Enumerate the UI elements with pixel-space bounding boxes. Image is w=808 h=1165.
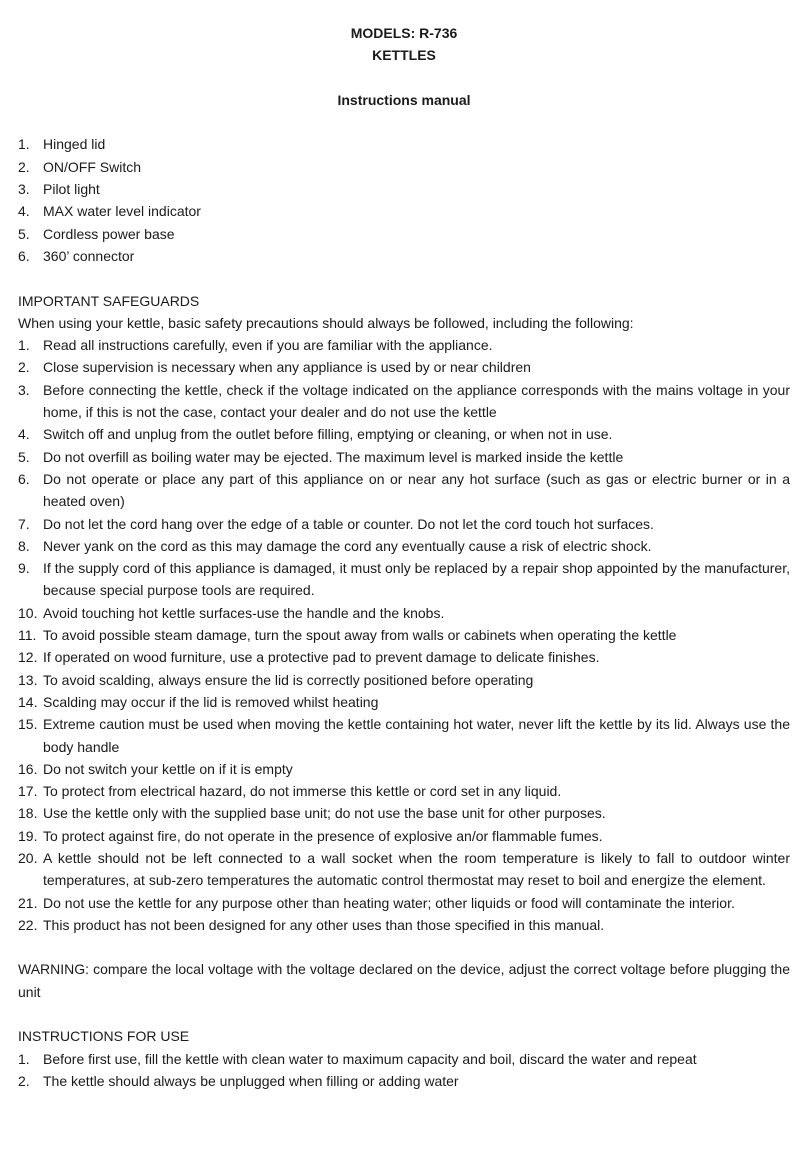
list-item-text: Do not overfill as boiling water may be ejected. The maximum level is marked inside the kettle [43,448,624,465]
list-item-text: Scalding may occur if the lid is removed whilst heating [43,693,379,710]
list-item [18,780,790,802]
list-item [18,356,790,378]
list-item [18,802,790,824]
instructions-list [18,1048,790,1093]
list-item-text: A kettle should not be left connected to a wall socket when the room temperature is likely to fall to outdoor winter temperatures, at sub-zero temperatures the automatic control thermostat may reset to boil and energize the element. [43,849,790,889]
list-item-text: Do not operate or place any part of this appliance on or near any hot surface (such as gas or electric burner or in a heated oven) [43,470,790,510]
list-item [18,379,790,424]
list-item-text: Avoid touching hot kettle surfaces-use the handle and the knobs. [43,604,445,621]
list-item-number: 20. [18,849,38,866]
list-item-text: Hinged lid [43,136,106,153]
list-item-text: 360’ connector [43,247,135,264]
list-item [18,602,790,624]
list-item-text: Extreme caution must be used when moving the kettle containing hot water, never lift the kettle by its lid. Always use the body handle [43,716,790,755]
list-item-number: 5. [18,225,30,242]
list-item-number: 2. [18,158,30,175]
list-item-text: Pilot light [43,181,100,198]
list-item [18,892,790,914]
list-item-text: This product has not been designed for any other uses than those specified in this manual. [43,916,605,933]
list-item [18,245,790,267]
list-item-number: 4. [18,426,30,443]
safeguards-heading: IMPORTANT SAFEGUARDS [18,292,200,309]
warning-text: WARNING: compare the local voltage with the voltage declared on the device, adjust the correct voltage before plugging the unit [18,961,790,1000]
list-item [18,914,790,936]
product-title: KETTLES [372,47,436,64]
list-item-text: MAX water level indicator [43,203,201,220]
list-item-number: 7. [18,515,30,532]
list-item-number: 9. [18,560,30,577]
instructions-heading: INSTRUCTIONS FOR USE [18,1028,190,1045]
list-item-number: 8. [18,537,30,554]
list-item-number: 2. [18,359,30,376]
list-item-text: Before connecting the kettle, check if the voltage indicated on the appliance corresponds with the mains voltage in your home, if this is not the case, contact your dealer and do not use the kettle [43,381,790,421]
list-item-number: 3. [18,181,30,198]
list-item [18,713,790,758]
list-item-number: 4. [18,203,30,220]
safeguards-list [18,334,790,936]
list-item-number: 5. [18,448,30,465]
list-item [18,513,790,535]
list-item-text: Switch off and unplug from the outlet before filling, emptying or cleaning, or when not in use. [43,426,613,443]
list-item-text: Close supervision is necessary when any appliance is used by or near children [43,359,531,376]
list-item-text: To protect against fire, do not operate in the presence of explosive an/or flammable fumes. [43,827,603,844]
list-item [18,423,790,445]
list-item [18,1070,790,1092]
list-item-number: 1. [18,337,30,354]
list-item-number: 12. [18,649,38,666]
model-title: MODELS: R-736 [350,25,458,41]
list-item [18,1048,790,1070]
list-item-text: Read all instructions carefully, even if you are familiar with the appliance. [43,337,493,354]
list-item-text: To avoid possible steam damage, turn the spout away from walls or cabinets when operating the kettle [43,627,677,644]
list-item [18,691,790,713]
list-item-text: Do not switch your kettle on if it is empty [43,760,293,777]
list-item [18,468,790,513]
list-item-number: 21. [18,894,38,911]
list-item-number: 13. [18,671,38,688]
list-item-text: Do not use the kettle for any purpose other than heating water; other liquids or food will contaminate the interior. [43,894,735,911]
list-item-number: 2. [18,1072,30,1089]
list-item [18,200,790,222]
list-item-text: Use the kettle only with the supplied base unit; do not use the base unit for other purposes. [43,805,606,822]
list-item-number: 15. [18,716,38,733]
list-item-text: Never yank on the cord as this may damage the cord any eventually cause a risk of electric shock. [43,537,652,554]
list-item-number: 18. [18,805,38,822]
list-item-number: 6. [18,470,30,487]
list-item [18,133,790,155]
list-item-number: 14. [18,693,38,710]
list-item [18,847,790,892]
list-item [18,446,790,468]
list-item-number: 16. [18,760,38,777]
list-item-number: 19. [18,827,38,844]
list-item-text: The kettle should always be unplugged when filling or adding water [43,1072,459,1089]
list-item-number: 17. [18,783,38,800]
list-item-number: 3. [18,381,30,398]
list-item [18,758,790,780]
list-item-text: If operated on wood furniture, use a protective pad to prevent damage to delicate finishes. [43,649,600,666]
list-item [18,669,790,691]
list-item [18,624,790,646]
list-item-text: Do not let the cord hang over the edge of a table or counter. Do not let the cord touch hot surfaces. [43,515,654,532]
list-item-number: 6. [18,247,30,264]
list-item-number: 10. [18,604,38,621]
list-item-text: To protect from electrical hazard, do not immerse this kettle or cord set in any liquid. [43,783,562,800]
list-item [18,535,790,557]
list-item [18,646,790,668]
list-item [18,825,790,847]
list-item-text: Before first use, fill the kettle with clean water to maximum capacity and boil, discard the water and repeat [43,1050,697,1067]
list-item-number: 1. [18,136,30,153]
list-item [18,178,790,200]
list-item-number: 22. [18,916,38,933]
manual-title: Instructions manual [337,91,471,108]
parts-list [18,133,790,267]
list-item-text: If the supply cord of this appliance is damaged, it must only be replaced by a repair shop appointed by the manufacturer, because special purpose tools are required. [43,560,790,599]
list-item-number: 11. [18,627,37,644]
safeguards-intro: When using your kettle, basic safety precautions should always be followed, including the following: [18,314,634,331]
list-item-text: ON/OFF Switch [43,158,142,175]
list-item-text: To avoid scalding, always ensure the lid is correctly positioned before operating [43,671,534,688]
list-item-text: Cordless power base [43,225,175,242]
list-item [18,334,790,356]
list-item-number: 1. [18,1050,30,1067]
list-item [18,557,790,602]
list-item [18,223,790,245]
list-item [18,156,790,178]
